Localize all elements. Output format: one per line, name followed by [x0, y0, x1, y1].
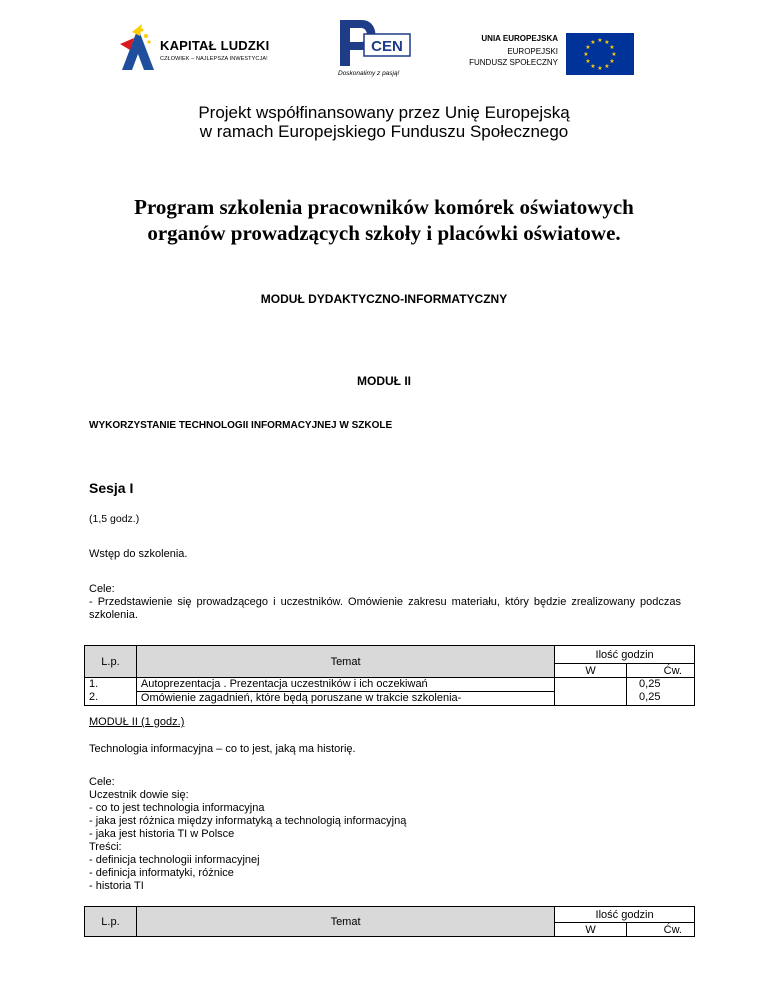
- module2-content-item: - historia TI: [89, 880, 144, 892]
- row2-lp: 2.: [89, 691, 99, 703]
- eu-logo: [458, 30, 634, 78]
- svg-text:★: ★: [604, 63, 610, 70]
- document-title: [0, 194, 768, 246]
- svg-text:★: ★: [597, 65, 603, 72]
- module2-goal-item: - co to jest technologia informacyjna: [89, 802, 265, 814]
- header-hours: Ilość godzin: [555, 907, 695, 923]
- module2-goals-intro: Uczestnik dowie się:: [89, 789, 189, 801]
- module-number: MODUŁ II: [357, 374, 411, 388]
- svg-text:★: ★: [590, 39, 596, 46]
- svg-text:★: ★: [585, 58, 591, 65]
- kapital-ludzki-title: KAPITAŁ LUDZKI: [160, 38, 270, 53]
- module2-contents-label: Treści:: [89, 841, 122, 853]
- svg-text:★: ★: [583, 51, 589, 58]
- row1-lp: 1.: [89, 678, 99, 690]
- module2-heading: MODUŁ II (1 godz.): [89, 716, 185, 728]
- svg-text:★: ★: [611, 51, 617, 58]
- eu-flag-icon: [566, 33, 634, 75]
- row-w: [555, 678, 627, 706]
- eu-logo-line3: FUNDUSZ SPOŁECZNY: [469, 58, 558, 67]
- cofinance-line2: w ramach Europejskiego Funduszu Społecznego: [199, 122, 569, 141]
- module-topic: WYKORZYSTANIE TECHNOLOGII INFORMACYJNEJ W SZKOLE: [89, 420, 393, 431]
- module2-goals: [89, 776, 406, 893]
- document-title-line2: organów prowadzących szkoły i placówki oświatowe.: [147, 221, 621, 245]
- session-hours: (1,5 godz.): [89, 513, 140, 525]
- module2-goal-item: - jaka jest historia TI w Polsce: [89, 828, 235, 840]
- eu-logo-line1: UNIA EUROPEJSKA: [481, 34, 558, 43]
- svg-text:CEN: CEN: [371, 38, 403, 55]
- svg-text:★: ★: [597, 37, 603, 44]
- row2-topic: Omówienie zagadnień, które będą poruszane w trakcie szkolenia-: [140, 692, 462, 704]
- svg-text:★: ★: [604, 39, 610, 46]
- row-topic: [136, 678, 554, 706]
- session-title: Sesja I: [89, 480, 134, 496]
- header-topic: Temat: [136, 907, 554, 937]
- module2-table: [84, 906, 695, 937]
- svg-text:★: ★: [609, 58, 615, 65]
- module2-goal-item: - jaka jest różnica między informatyką a technologią informacyjną: [89, 815, 407, 827]
- pcen-logo: [336, 18, 416, 80]
- session-intro: Wstęp do szkolenia.: [89, 548, 188, 560]
- header-w: W: [555, 923, 627, 937]
- svg-text:★: ★: [590, 63, 596, 70]
- row2-w: [555, 691, 626, 704]
- header-cw: Ćw.: [627, 664, 695, 678]
- session-goals-label: Cele:: [89, 583, 115, 595]
- header-lp: L.p.: [85, 907, 137, 937]
- kapital-ludzki-subtitle: CZŁOWIEK – NAJLEPSZA INWESTYCJA!: [160, 56, 268, 62]
- session-table: [84, 645, 695, 706]
- module2-goals-label: Cele:: [89, 776, 115, 788]
- eu-logo-line2: EUROPEJSKI: [507, 47, 558, 56]
- header-lp: L.p.: [85, 646, 137, 678]
- pcen-emblem-icon: [336, 18, 416, 68]
- table-row: [85, 678, 695, 706]
- module-heading: MODUŁ DYDAKTYCZNO-INFORMATYCZNY: [260, 292, 508, 306]
- row1-topic: Autoprezentacja . Prezentacja uczestników i ich oczekiwań: [137, 678, 554, 692]
- row1-w: [555, 678, 626, 691]
- module2-content-item: - definicja technologii informacyjnej: [89, 854, 260, 866]
- svg-text:★: ★: [585, 44, 591, 51]
- header-hours: Ilość godzin: [555, 646, 695, 664]
- kapital-ludzki-emblem-icon: [118, 22, 158, 74]
- header-cw: Ćw.: [627, 923, 695, 937]
- session-goals-text: - Przedstawienie się prowadzącego i uczestników. Omówienie zakresu materiału, który będzie zrealizowany podczas szkolenia.: [89, 596, 681, 621]
- row2-cw: 0,25: [639, 691, 661, 703]
- svg-text:★: ★: [609, 44, 615, 51]
- module2-subject: Technologia informacyjna – co to jest, jaką ma historię.: [89, 743, 356, 755]
- kapital-ludzki-logo: [118, 22, 288, 74]
- cofinance-line1: Projekt współfinansowany przez Unię Europejską: [198, 103, 570, 122]
- header-w: W: [555, 664, 627, 678]
- pcen-motto: Doskonalimy z pasją!: [338, 70, 400, 77]
- row-cw: [627, 678, 695, 706]
- row-lp: [85, 678, 137, 706]
- row1-cw: 0,25: [639, 678, 661, 690]
- header-topic: Temat: [136, 646, 554, 678]
- module2-content-item: - definicja informatyki, różnice: [89, 867, 234, 879]
- document-title-line1: Program szkolenia pracowników komórek oświatowych: [134, 195, 634, 219]
